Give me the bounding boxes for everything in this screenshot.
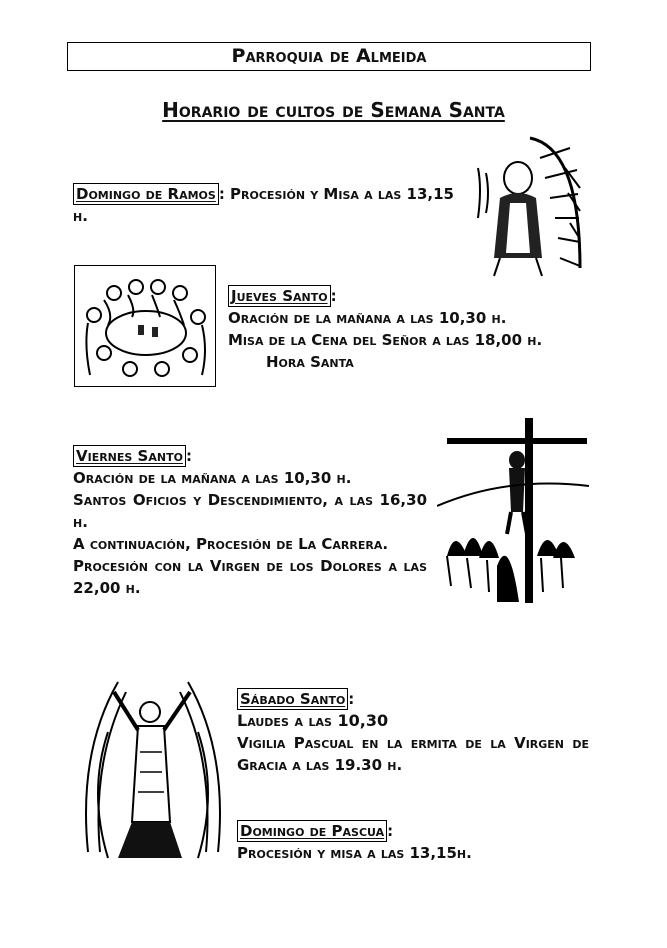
section-domingo-pascua: Domingo de Pascua : Procesión y misa a las 13,15h. <box>237 820 589 864</box>
last-supper-illustration <box>74 265 216 387</box>
resurrection-illustration <box>78 672 228 862</box>
parish-name: Parroquia de Almeida <box>231 45 427 67</box>
pascua-line-1: Procesión y misa a las 13,15h. <box>237 844 472 862</box>
section-label: Viernes Santo <box>73 445 186 467</box>
section-label: Jueves Santo <box>228 285 331 307</box>
section-text: Procesión y Misa a las 13,15 h. <box>73 185 454 225</box>
page-title: Horario de cultos de Semana Santa <box>162 98 505 122</box>
sabado-line-1: Laudes a las 10,30 <box>237 711 389 730</box>
sabado-line-2: Vigilia Pascual en la ermita de la Virgen de Gracia a las 19.30 h. <box>237 734 589 774</box>
palm-sunday-jesus-illustration <box>470 128 582 278</box>
section-label: Domingo de Ramos <box>73 183 219 205</box>
jueves-line-1: Oración de la mañana a las 10,30 h. <box>228 309 507 327</box>
section-label: Sábado Santo <box>237 688 348 710</box>
crucifixion-illustration <box>437 416 589 606</box>
section-domingo-ramos: Domingo de Ramos : Procesión y Misa a las 13,15 h. <box>73 185 454 225</box>
viernes-line-3: A continuación, Procesión de La Carrera. <box>73 535 389 553</box>
viernes-line-1: Oración de la mañana a las 10,30 h. <box>73 469 352 487</box>
section-jueves-santo: Jueves Santo : Oración de la mañana a las 10,30 h. Misa de la Cena del Señor a las 18,00 h. Hora Santa <box>228 285 608 373</box>
jueves-line-2: Misa de la Cena del Señor a las 18,00 h. <box>228 331 543 349</box>
section-label: Domingo de Pascua <box>237 820 387 842</box>
parish-header <box>67 42 591 71</box>
section-sabado-santo: Sábado Santo : Laudes a las 10,30 Vigilia Pascual en la ermita de la Virgen de Gracia a las 19.30 h. <box>237 690 589 774</box>
viernes-line-4: Procesión con la Virgen de los Dolores a las 22,00 h. <box>73 557 427 597</box>
section-viernes-santo: Viernes Santo : Oración de la mañana a las 10,30 h. Santos Oficios y Descendimiento, a las 16,30 h. A continuación, Procesión de La Carrera. Procesión con la Virgen de los Dolores a las 22,00 h. <box>73 447 427 597</box>
jueves-line-3: Hora Santa <box>266 353 354 371</box>
viernes-line-2: Santos Oficios y Descendimiento, a las 16,30 h. <box>73 491 427 531</box>
